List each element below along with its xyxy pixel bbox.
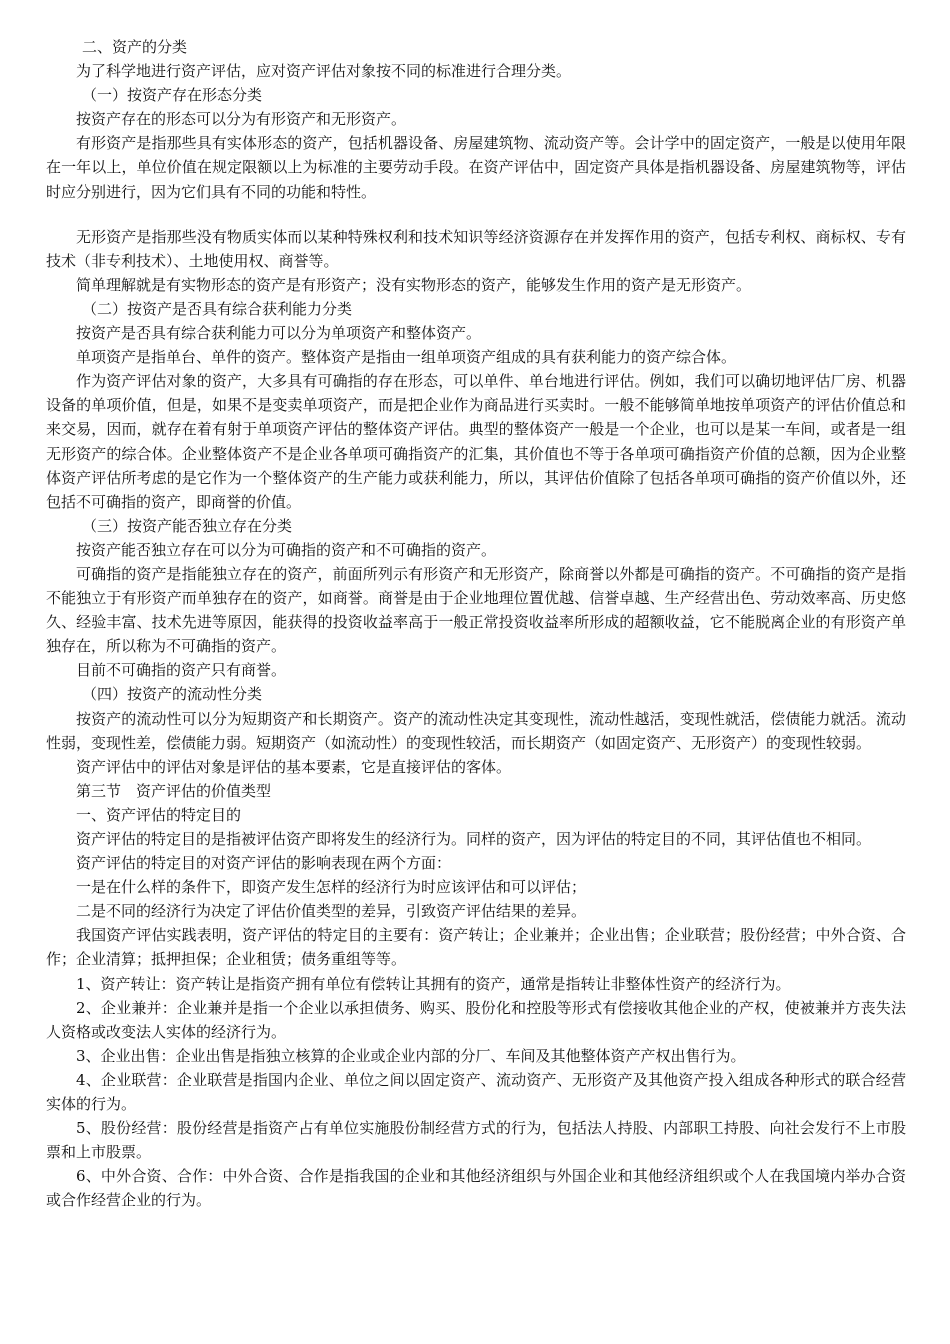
- paragraph: 资产评估的特定目的是指被评估资产即将发生的经济行为。同样的资产，因为评估的特定目的不同，其评估值也不相同。: [76, 830, 872, 848]
- paragraph: 单项资产是指单台、单件的资产。整体资产是指由一组单项资产组成的具有获利能力的资产综合体。: [76, 348, 737, 367]
- subsection-heading: （四）按资产的流动性分类: [82, 685, 263, 704]
- blank-line: [46, 204, 906, 225]
- list-item: 5、股份经营：股份经营是指资产占有单位实施股份制经营方式的行为，包括法人持股、内部职工持股、向社会发行不上市股票和上市股票。: [46, 1119, 906, 1162]
- paragraph: 按资产能否独立存在可以分为可确指的资产和不可确指的资产。: [76, 540, 497, 559]
- list-item: 2、企业兼并：企业兼并是指一个企业以承担债务、购买、股份化和控股等形式有偿接收其他企业的产权，使被兼并方丧失法人资格或改变法人实体的经济行为。: [46, 998, 906, 1041]
- paragraph: 我国资产评估实践表明，资产评估的特定目的主要有：资产转让；企业兼并；企业出售；企业联营；股份经营；中外合资、合作；企业清算；抵押担保；企业租赁；债务重组等等。: [46, 926, 906, 969]
- paragraph: 按资产存在的形态可以分为有形资产和无形资产。: [76, 110, 407, 129]
- list-item: 1、资产转让：资产转让是指资产拥有单位有偿转让其拥有的资产，通常是指转让非整体性资产的经济行为。: [76, 974, 791, 993]
- document-body: [46, 35, 906, 1213]
- paragraph: 按资产是否具有综合获利能力可以分为单项资产和整体资产。: [76, 324, 482, 343]
- subsection-heading: （一）按资产存在形态分类: [82, 86, 263, 105]
- paragraph: 资产评估的特定目的对资产评估的影响表现在两个方面：: [76, 854, 452, 873]
- subsection-heading: （三）按资产能否独立存在分类: [82, 516, 293, 535]
- paragraph: 作为资产评估对象的资产，大多具有可确指的存在形态，可以单件、单台地进行评估。例如，我们可以确切地评估厂房、机器设备的单项价值，但是，如果不是变卖单项资产，而是把企业作为商品进行买卖时。一般不能够简单地按单项资产的评估价值总和来交易，因而，就存在着有射于单项资产评估的整体资产评估。典型的整体资产一般是一个企业，也可以是某一车间，或者是一组无形资产的综合体。企业整体资产不是企业各单项可确指资产的汇集，其价值也不等于各单项可确指资产价值的总额，因为企业整体资产评估所考虑的是它作为一个整体资产的生产能力或获利能力，所以，其评估价值除了包括各单项可确指的资产价值以外，还包括不可确指的资产，即商誉的价值。: [46, 372, 906, 511]
- paragraph: 目前不可确指的资产只有商誉。: [76, 661, 287, 680]
- paragraph: 资产评估中的评估对象是评估的基本要素，它是直接评估的客体。: [76, 757, 512, 776]
- subsection-heading: （二）按资产是否具有综合获利能力分类: [82, 299, 353, 318]
- paragraph: 按资产的流动性可以分为短期资产和长期资产。资产的流动性决定其变现性，流动性越活，变现性就活，偿债能力就活。流动性弱，变现性差，偿债能力弱。短期资产（如流动性）的变现性较活，而长期资产（如固定资产、无形资产）的变现性较弱。: [46, 709, 906, 752]
- list-item: 6、中外合资、合作：中外合资、合作是指我国的企业和其他经济组织与外国企业和其他经济组织或个人在我国境内举办合资或合作经营企业的行为。: [46, 1167, 906, 1210]
- paragraph: 有形资产是指那些具有实体形态的资产，包括机器设备、房屋建筑物、流动资产等。会计学中的固定资产，一般是以使用年限在一年以上，单位价值在规定限额以上为标准的主要劳动手段。在资产评估中，固定资产具体是指机器设备、房屋建筑物等，评估时应分别进行，因为它们具有不同的功能和特性。: [46, 134, 906, 201]
- paragraph: 二是不同的经济行为决定了评估价值类型的差异，引致资产评估结果的差异。: [76, 902, 587, 921]
- paragraph: 简单理解就是有实物形态的资产是有形资产；没有实物形态的资产，能够发生作用的资产是无形资产。: [76, 275, 752, 294]
- paragraph: 可确指的资产是指能独立存在的资产，前面所列示有形资产和无形资产，除商誉以外都是可确指的资产。不可确指的资产是指不能独立于有形资产而单独存在的资产，如商誉。商誉是由于企业地理位置优越、信誉卓越、生产经营出色、劳动效率高、历史悠久、经验丰富、技术先进等原因，能获得的投资收益率高于一般正常投资收益率所形成的超额收益，它不能脱离企业的有形资产单独存在，所以称为不可确指的资产。: [46, 564, 906, 656]
- paragraph: 为了科学地进行资产评估，应对资产评估对象按不同的标准进行合理分类。: [76, 62, 572, 81]
- list-item: 3、企业出售：企业出售是指独立核算的企业或企业内部的分厂、车间及其他整体资产产权出售行为。: [76, 1046, 746, 1065]
- chapter-section-heading: 第三节 资产评估的价值类型: [76, 781, 272, 800]
- section-heading: 一、资产评估的特定目的: [76, 805, 242, 824]
- section-heading: 二、资产的分类: [82, 38, 188, 56]
- list-item: 4、企业联营：企业联营是指国内企业、单位之间以固定资产、流动资产、无形资产及其他资产投入组成各种形式的联合经营实体的行为。: [46, 1070, 906, 1114]
- paragraph: 一是在什么样的条件下，即资产发生怎样的经济行为时应该评估和可以评估；: [76, 878, 587, 897]
- paragraph: 无形资产是指那些没有物质实体而以某种特殊权利和技术知识等经济资源存在并发挥作用的资产，包括专利权、商标权、专有技术（非专利技术）、土地使用权、商誉等。: [46, 227, 906, 270]
